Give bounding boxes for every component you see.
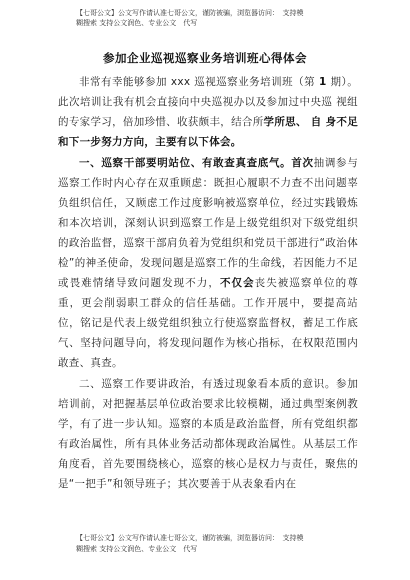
header-line-2: 糊搜索 支持公文润色、专业公文 代写 [76,19,198,27]
document-body [58,72,358,495]
text-run: 期）。此次培训让我有机会直接向中央巡视办以及参加过中央巡 视组的专家学习，倍加珍惜、收获颇丰，结合所 [58,76,358,128]
footer-line-1: 【七哥公文】公文写作请认准七哥公文，谨防被骗，浏览器访问： 支持模 [76,534,304,542]
document-title: 参加企业巡视巡察业务培训班心得体会 [103,51,307,65]
text-run: 非常有幸能够参加 xxx 巡视巡察业务培训班（第 [79,76,319,88]
section-heading-1: 一、巡察干部要明站位、有敢查真查底气。 [79,157,292,169]
text-run: 丧失被巡察单位的尊重，更会削弱职工群众的信任基础。工作开展中，要提高站位，铭记是代表上级党组织独立行使巡察监督权，蓄足工作底气、坚持问题导向，将发现问题作为核心指标，在权限范围内敢查、真查。 [58,277,358,369]
header-line-1: 【七哥公文】公文写作请认准七哥公文，谨防被骗，浏览器访问： 支持模 [76,9,304,17]
footer-line-2: 糊搜索 支持公文润色、专业公文 代写 [76,545,198,553]
text-run-bold: 不仅会 [219,277,255,289]
text-run: 二、巡察工作要讲政治，有透过现象看本质的意识。参加培训前，对把握基层单位政治要求比较模糊，通过典型案例教学，有了进一步认知。巡察的本质是政治监督，所有党组织都有政治属性，所有具体业务活动都体现政治属性。从基层工作角度看，首先要围绕核心，巡察的核心是权力与责任，聚焦的是“一把手”和领导班子；其次要善于从表象看内在 [58,378,358,490]
text-run: 抽调参与巡察工作时内心存在双重顾虑：既担心履职不力查不出问题辜负组织信任，又顾虑工作过度影响被巡察单位，经过实践锻炼和本次培训，深刻认识到巡察工作是上级党组织对下级党组织的政治监督，巡察干部肩负着为党组织和党员干部进行“政治体检”的神圣使命，发现问题是巡察工作的生命线，若因能力不足或畏难情绪导致问题发现不力， [58,157,358,289]
text-run-bold: 1 [319,76,327,88]
page-header [76,8,396,28]
paragraph-section-1 [58,153,358,373]
paragraph-section-2 [58,374,358,494]
paragraph-intro [58,72,358,152]
page-footer [76,533,396,555]
text-run-bold: 学所思、 自 身不足和下一步努力方向，主要有以下体会。 [58,116,358,148]
text-run-bold: 首次 [291,157,314,169]
